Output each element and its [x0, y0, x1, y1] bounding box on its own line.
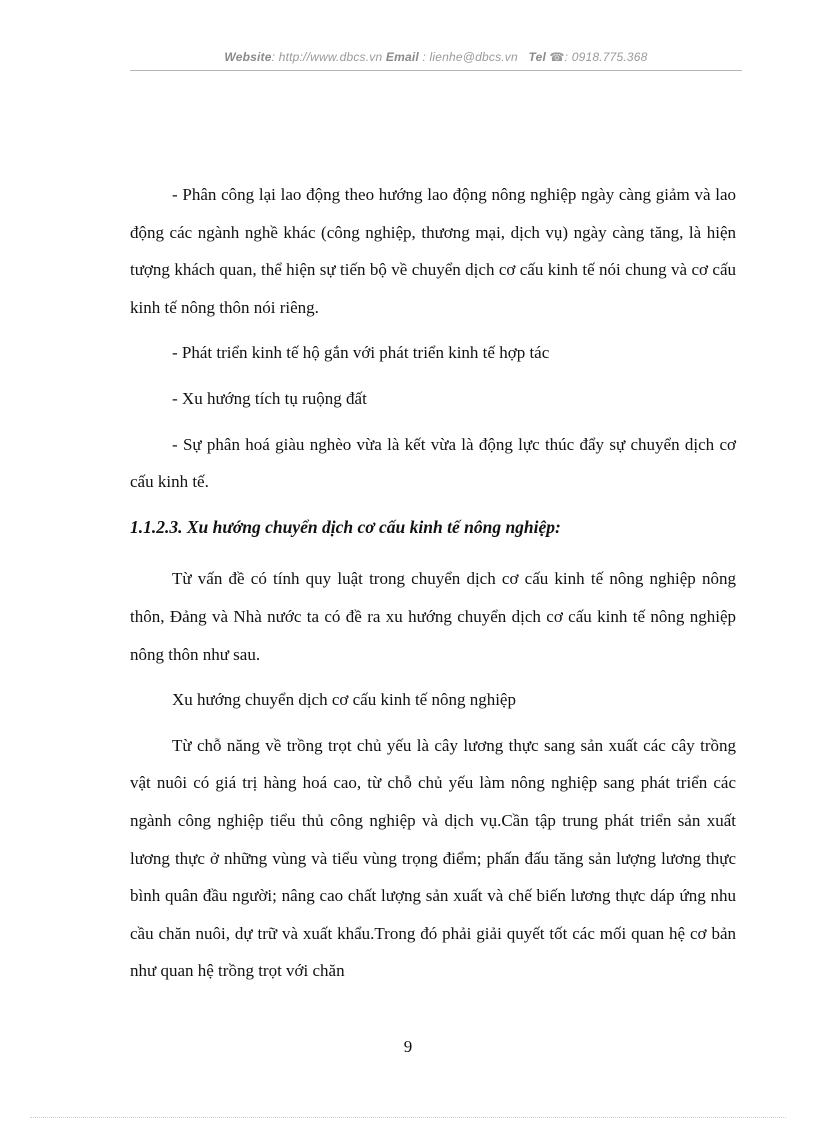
paragraph-trend-intro: Từ vấn đề có tính quy luật trong chuyển dịch cơ cấu kinh tế nông nghiệp nông thôn, Đảng và Nhà nước ta có đề ra xu hướng chuyển dịch cơ cấu kinh tế nông nghiệp nông thôn như sau. — [130, 569, 736, 664]
tel-value: ☎: 0918.775.368 — [549, 50, 648, 64]
page-bottom-border — [30, 1117, 786, 1118]
paragraph-trend-detail: Từ chỗ năng về trồng trọt chủ yếu là cây lương thực sang sản xuất các cây trồng vật nuôi có giá trị hàng hoá cao, từ chỗ chủ yếu làm nông nghiệp sang phát triển các ngành công nghiệp tiểu thủ công nghiệp và dịch vụ.Cần tập trung phát triển sản xuất lương thực ở những vùng và tiểu vùng trọng điểm; phấn đấu tăng sản lượng lương thực bình quân đầu người; nâng cao chất lượng sản xuất và chế biến lương thực dáp ứng nhu cầu chăn nuôi, dự trữ và xuất khẩu.Trong đó phải giải quyết tốt các mối quan hệ cơ bản như quan hệ trồng trọt với chăn — [130, 735, 736, 981]
section-heading: 1.1.2.3. Xu hướng chuyển dịch cơ cấu kinh tế nông nghiệp: — [130, 516, 561, 537]
tel-label: Tel — [528, 50, 546, 64]
email-value: : lienhe@dbcs.vn — [418, 50, 518, 64]
website-value: : http://www.dbcs.vn — [271, 50, 383, 64]
website-label: Website — [224, 50, 272, 64]
page-header — [130, 50, 742, 64]
paragraph-trend-title: Xu hướng chuyển dịch cơ cấu kinh tế nông nghiệp — [172, 690, 516, 710]
paragraph-wealth-differentiation: - Sự phân hoá giàu nghèo vừa là kết vừa là động lực thúc đẩy sự chuyển dịch cơ cấu kinh tế. — [130, 434, 736, 492]
header-divider — [130, 70, 742, 71]
paragraph-household-economy: - Phát triển kinh tế hộ gắn với phát triển kinh tế hợp tác — [172, 343, 550, 363]
page-number: 9 — [403, 1037, 413, 1056]
email-label: Email — [385, 50, 419, 64]
paragraph-labor-division: - Phân công lại lao động theo hướng lao động nông nghiệp ngày càng giảm và lao động các ngành nghề khác (công nghiệp, thương mại, dịch vụ) ngày càng tăng, là hiện tượng khách quan, thể hiện sự tiến bộ về chuyển dịch cơ cấu kinh tế nói chung và cơ cấu kinh tế nông thôn nói riêng. — [130, 185, 736, 317]
document-body — [130, 176, 736, 998]
paragraph-land-accumulation: - Xu hướng tích tụ ruộng đất — [172, 388, 367, 408]
